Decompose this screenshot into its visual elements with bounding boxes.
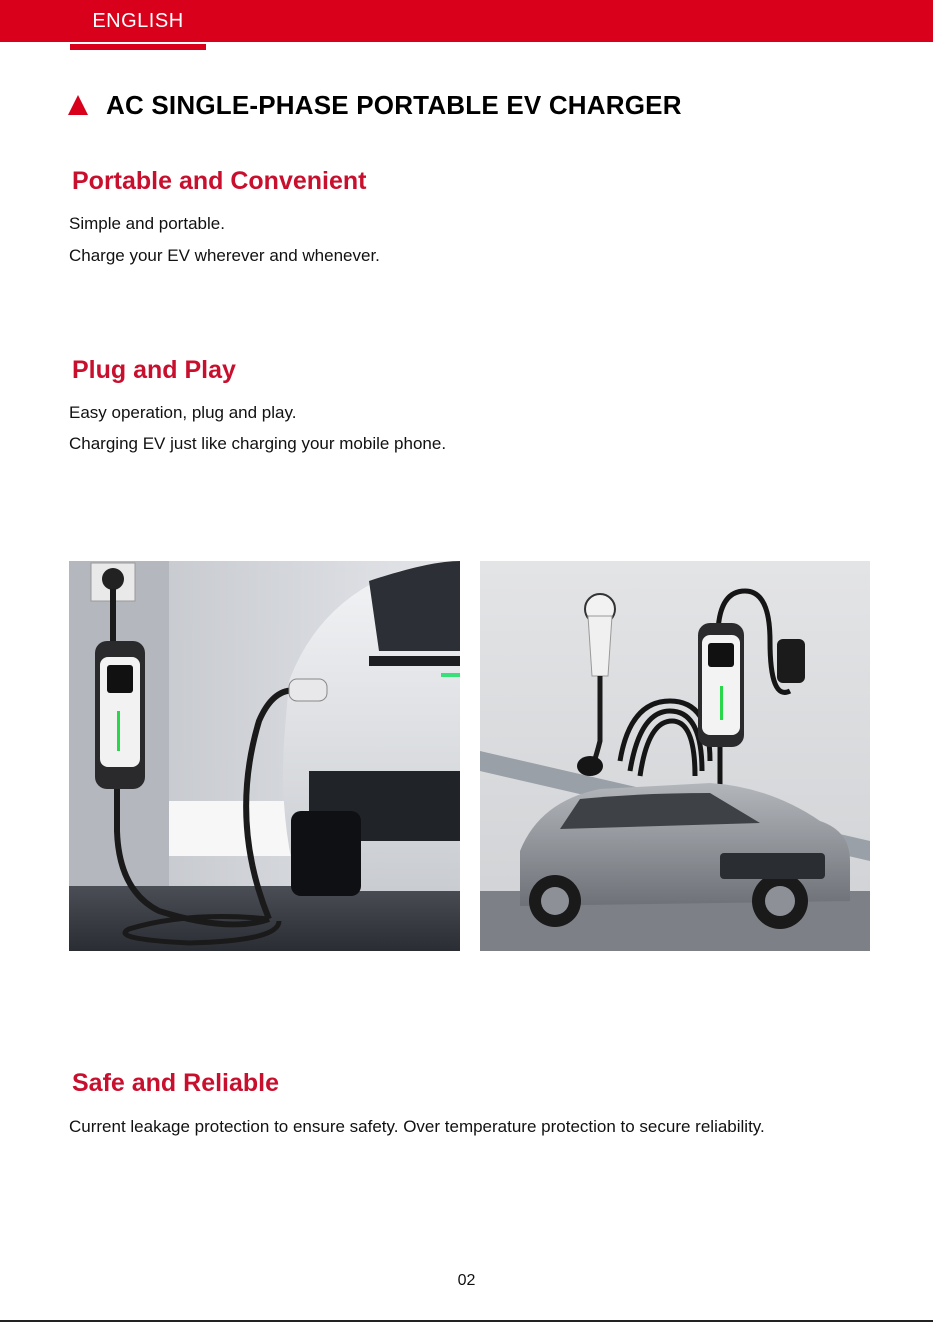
triangle-icon (68, 95, 88, 115)
section-text-line: Simple and portable. (69, 214, 225, 233)
section-text-line: Charging EV just like charging your mobile phone. (69, 434, 447, 453)
language-tab[interactable] (70, 0, 206, 50)
section-text-line: Charge your EV wherever and whenever. (69, 246, 380, 265)
section-text-line: Easy operation, plug and play. (69, 403, 297, 422)
page-title (68, 88, 682, 122)
section-heading-plug-and-play: Plug and Play (72, 356, 236, 384)
section-heading-safe-reliable: Safe and Reliable (72, 1069, 280, 1097)
language-tab-label: ENGLISH (70, 0, 206, 42)
page-number: 02 (457, 1272, 476, 1289)
photo-wall-charger (69, 561, 460, 951)
section-text-line: Current leakage protection to ensure safety. Over temperature protection to secure reliability. (69, 1117, 765, 1136)
photo-car-with-charger (480, 561, 870, 951)
footer-divider (0, 1320, 933, 1322)
section-heading-portable: Portable and Convenient (72, 167, 367, 195)
page-title-text: AC SINGLE-PHASE PORTABLE EV CHARGER (106, 89, 682, 120)
